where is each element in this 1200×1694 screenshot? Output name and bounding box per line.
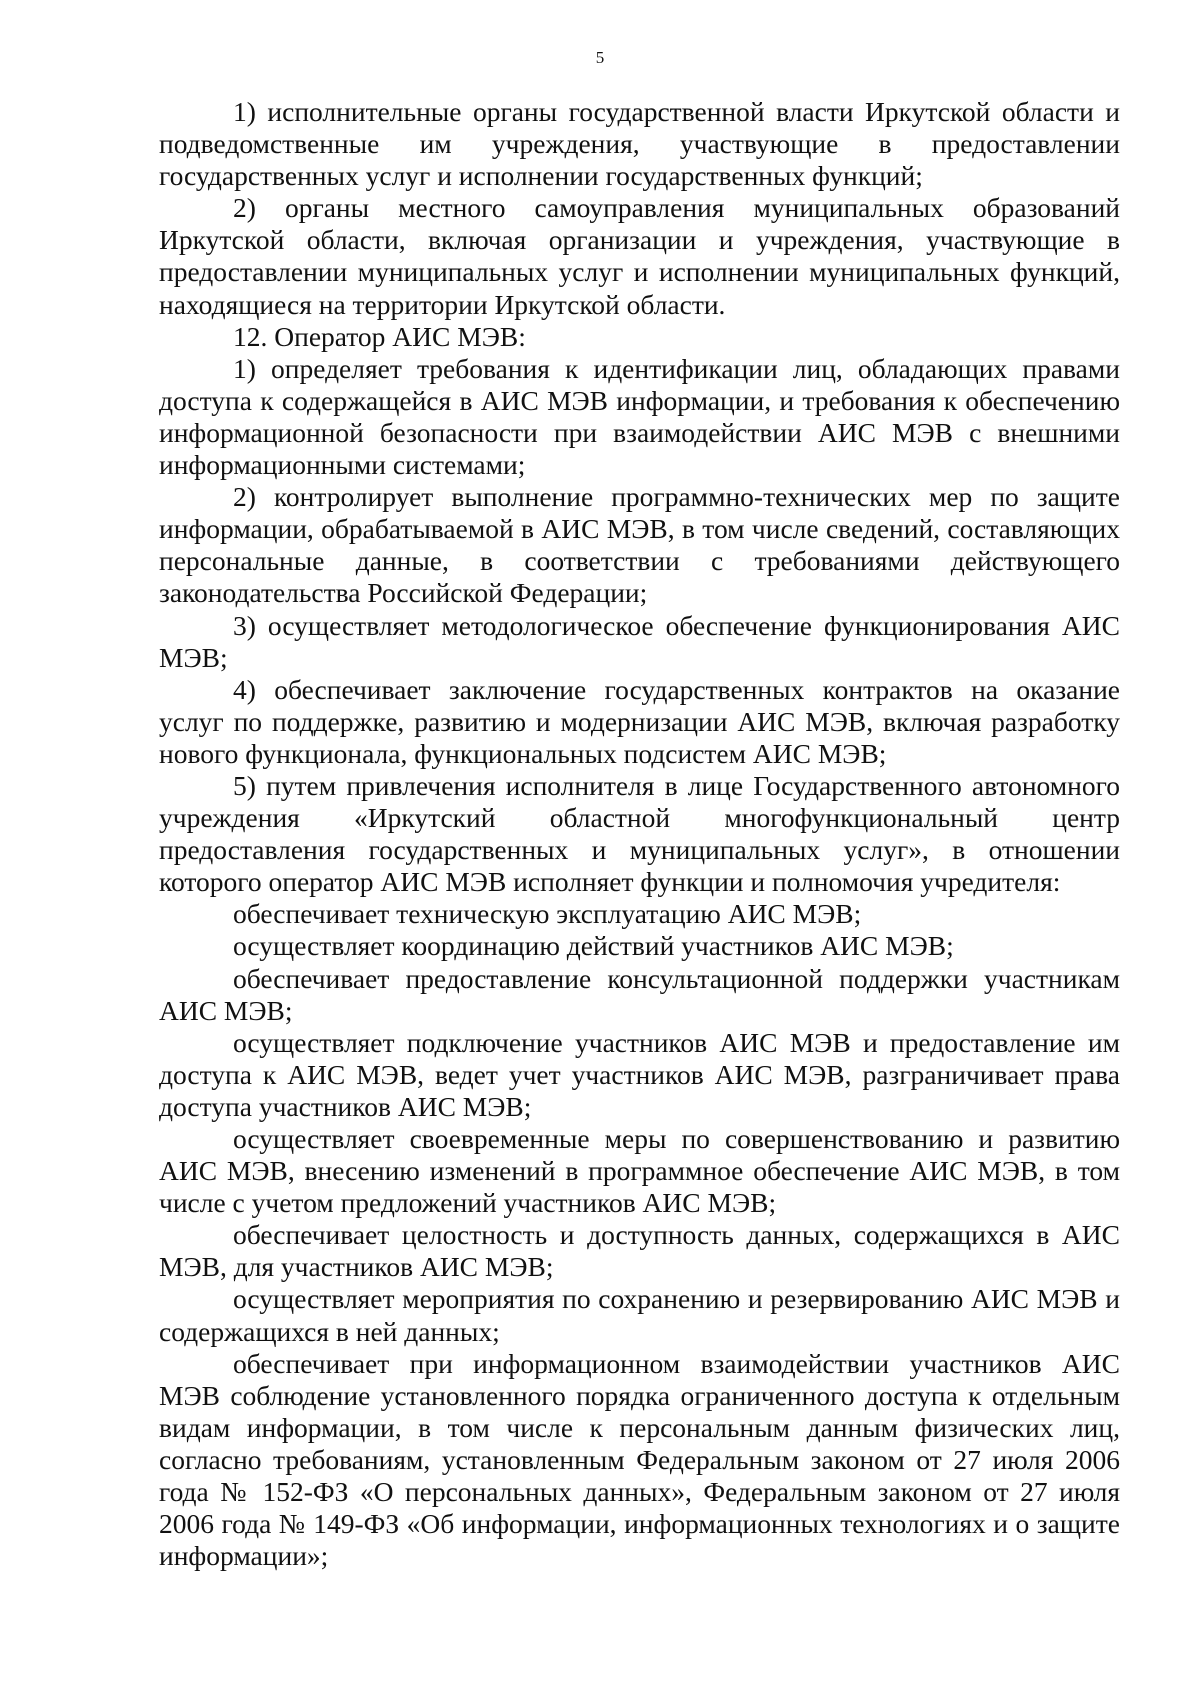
paragraph-identification-requirements: 1) определяет требования к идентификации лиц, обладающих правами доступа к содержащейся в АИС МЭВ информации, и требования к обеспечению информационной безопасности при взаимодействии АИС МЭВ с внешними информационными системами; xyxy=(159,352,1120,481)
paragraph-data-backup: осуществляет мероприятия по сохранению и резервированию АИС МЭВ и содержащихся в ней данных; xyxy=(159,1283,1120,1347)
paragraph-consulting-support: обеспечивает предоставление консультационной поддержки участникам АИС МЭВ; xyxy=(159,962,1120,1026)
paragraph-coordination: осуществляет координацию действий участников АИС МЭВ; xyxy=(233,930,954,962)
paragraph-methodological-support: 3) осуществляет методологическое обеспечение функционирования АИС МЭВ; xyxy=(159,609,1120,673)
paragraph-1-executive-bodies: 1) исполнительные органы государственной власти Иркутской области и подведомственные им учреждения, участвующие в предоставлении государственных услуг и исполнении государственных функций; xyxy=(159,96,1120,192)
paragraph-participant-connection: осуществляет подключение участников АИС МЭВ и предоставление им доступа к АИС МЭВ, ведет учет участников АИС МЭВ, разграничивает права доступа участников АИС МЭВ; xyxy=(159,1026,1120,1122)
paragraph-2-local-government: 2) органы местного самоуправления муниципальных образований Иркутской области, включая организации и учреждения, участвующие в предоставлении муниципальных услуг и исполнении муниципальных функций, находящиеся на территории Иркутской области. xyxy=(159,192,1120,320)
paragraph-state-contracts: 4) обеспечивает заключение государственных контрактов на оказание услуг по поддержке, развитию и модернизации АИС МЭВ, включая разработку нового функционала, функциональных подсистем АИС МЭВ; xyxy=(159,673,1120,769)
paragraph-restricted-access: обеспечивает при информационном взаимодействии участников АИС МЭВ соблюдение установленного порядка ограниченного доступа к отдельным видам информации, в том числе к персональным данным физических лиц, согласно требованиям, установленным Федеральным законом от 27 июля 2006 года № 152-ФЗ «О персональных данных», Федеральным законом от 27 июля 2006 года № 149-ФЗ «Об информации, информационных технологиях и о защите информации»; xyxy=(159,1347,1120,1572)
paragraph-improvement-measures: осуществляет своевременные меры по совершенствованию и развитию АИС МЭВ, внесению изменений в программное обеспечение АИС МЭВ, в том числе с учетом предложений участников АИС МЭВ; xyxy=(159,1123,1120,1219)
section-12-heading: 12. Оператор АИС МЭВ: xyxy=(233,320,526,352)
paragraph-security-control: 2) контролирует выполнение программно-технических мер по защите информации, обрабатываемой в АИС МЭВ, в том числе сведений, составляющих персональные данные, в соответствии с требованиями действующего законодательства Российской Федерации; xyxy=(159,481,1120,609)
paragraph-data-integrity: обеспечивает целостность и доступность данных, содержащихся в АИС МЭВ, для участников АИС МЭВ; xyxy=(159,1219,1120,1283)
paragraph-contractor-engagement: 5) путем привлечения исполнителя в лице Государственного автономного учреждения «Иркутский областной многофункциональный центр предоставления государственных и муниципальных услуг», в отношении которого оператор АИС МЭВ исполняет функции и полномочия учредителя: xyxy=(159,769,1120,898)
document-body xyxy=(159,96,1120,1572)
paragraph-technical-operation: обеспечивает техническую эксплуатацию АИС МЭВ; xyxy=(233,898,862,930)
page-number: 5 xyxy=(595,48,605,67)
